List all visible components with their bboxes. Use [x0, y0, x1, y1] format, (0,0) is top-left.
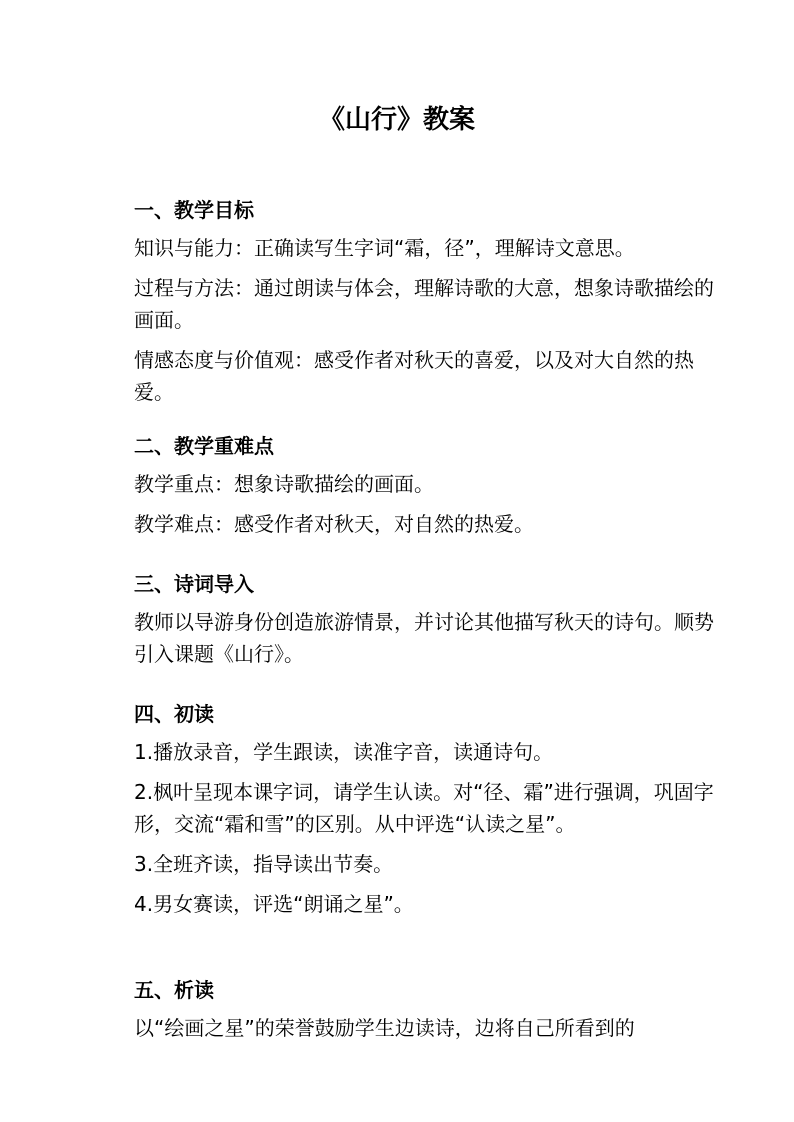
paragraph: 1.播放录音，学生跟读，读准字音，读通诗句。	[134, 740, 554, 764]
paragraph: 情感态度与价值观：感受作者对秋天的喜爱，以及对大自然的热爱。	[134, 348, 694, 404]
paragraph: 以“绘画之星”的荣誉鼓励学生边读诗，边将自己所看到的	[134, 1016, 635, 1040]
paragraph: 3.全班齐读，指导读出节奏。	[134, 852, 394, 876]
paragraph: 2.枫叶呈现本课字词，请学生认读。对“径、霜”进行强调，巩固字形，交流“霜和雪”的区别。从中评选“认读之星”。	[134, 780, 714, 836]
document-title: 《山行》教案	[318, 105, 475, 135]
section-poem-introduction	[134, 568, 714, 670]
paragraph: 知识与能力：正确读写生字词“霜，径”，理解诗文意思。	[134, 236, 635, 260]
section-key-difficult-points	[134, 430, 714, 540]
paragraph: 教学难点：感受作者对秋天，对自然的热爱。	[134, 512, 534, 536]
section-heading: 四、初读	[134, 702, 214, 726]
paragraph: 过程与方法：通过朗读与体会，理解诗歌的大意，想象诗歌描绘的画面。	[134, 276, 714, 332]
section-heading: 一、教学目标	[134, 198, 254, 222]
section-teaching-objectives	[134, 194, 714, 408]
paragraph: 教师以导游身份创造旅游情景，并讨论其他描写秋天的诗句。顺势引入课题《山行》。	[134, 610, 714, 666]
paragraph: 教学重点：想象诗歌描绘的画面。	[134, 472, 434, 496]
section-first-reading	[134, 698, 714, 920]
section-analytic-reading	[134, 974, 714, 1044]
section-heading: 二、教学重难点	[134, 434, 274, 458]
section-heading: 五、析读	[134, 978, 214, 1002]
paragraph: 4.男女赛读，评选“朗诵之星”。	[134, 892, 414, 916]
section-heading: 三、诗词导入	[134, 572, 254, 596]
